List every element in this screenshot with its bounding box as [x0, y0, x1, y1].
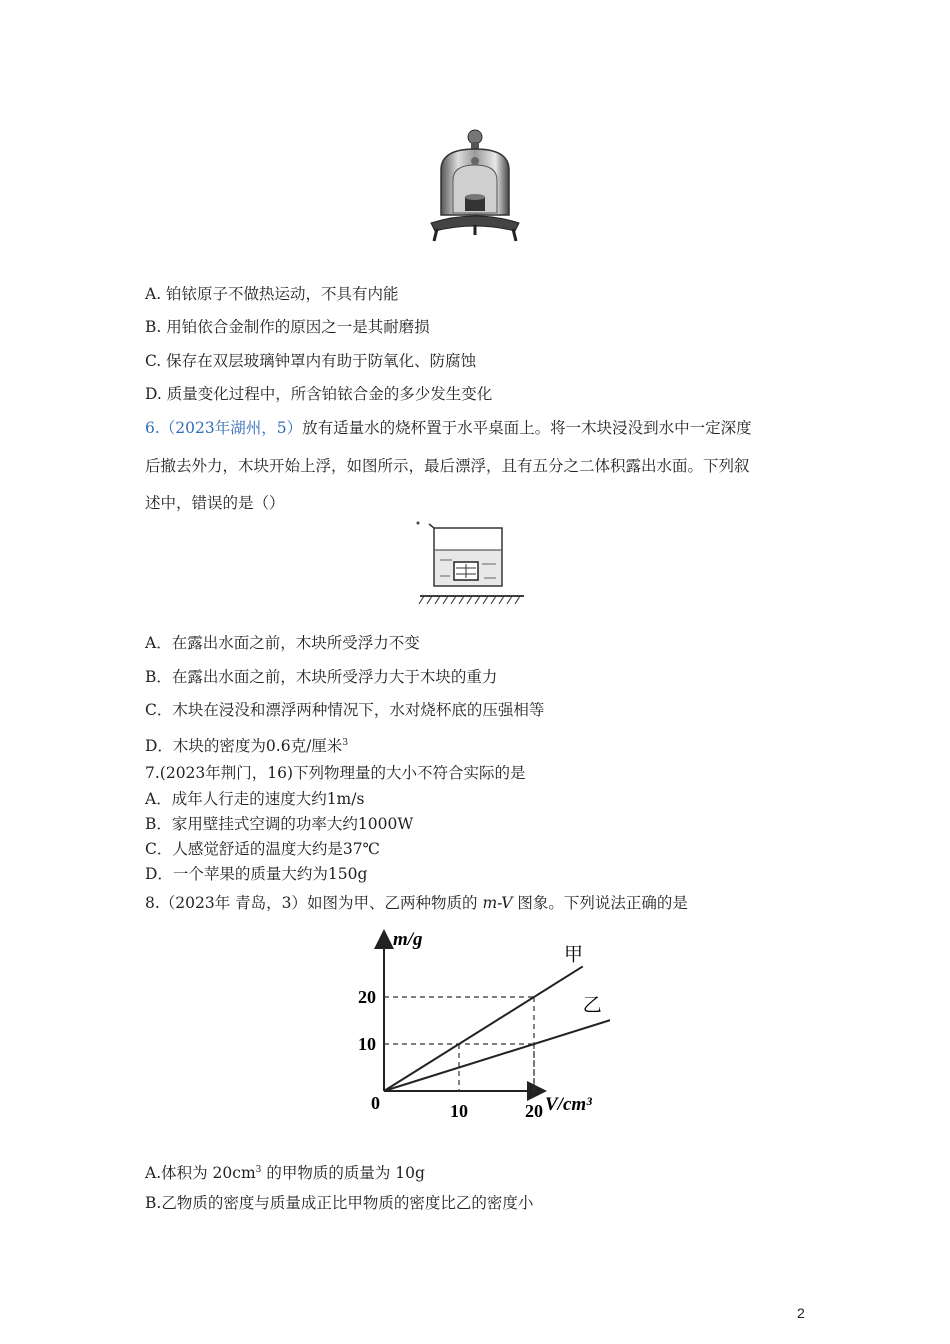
x-tick-label: 20	[525, 1101, 543, 1121]
y-tick-label: 10	[358, 1034, 376, 1054]
beaker-figure	[412, 518, 532, 608]
q6-option-c: C．木块在浸没和漂浮两种情况下，水对烧杯底的压强相等	[145, 701, 545, 719]
q5-option-d: D. 质量变化过程中，所含铂铱合金的多少发生变化	[145, 385, 493, 403]
q5-option-c: C. 保存在双层玻璃钟罩内有助于防氧化、防腐蚀	[145, 352, 477, 370]
q7-option-a: A．成年人行走的速度大约1m/s	[145, 790, 365, 808]
q6-stem-line2: 后撤去外力，木块开始上浮，如图所示，最后漂浮，且有五分之二体积露出水面。下列叙	[145, 457, 750, 475]
q6-option-a: A．在露出水面之前，木块所受浮力不变	[145, 634, 420, 652]
q8-option-a-sup: 3	[255, 1165, 262, 1175]
q5-option-a: A. 铂铱原子不做热运动，不具有内能	[145, 285, 399, 303]
series-label-yi: 乙	[582, 995, 602, 1017]
q6-number: 6.	[145, 419, 160, 437]
q6-stem-line1	[145, 418, 752, 438]
q8-option-a	[145, 1160, 425, 1183]
q6-option-b: B．在露出水面之前，木块所受浮力大于木块的重力	[145, 668, 498, 686]
q7-option-d: D．一个苹果的质量大约为150g	[145, 865, 368, 883]
y-axis-label: m/g	[393, 929, 423, 950]
y-tick-label: 20	[358, 987, 376, 1007]
q5-option-b: B. 用铂依合金制作的原因之一是其耐磨损	[145, 318, 430, 336]
bell-jar-figure	[425, 125, 530, 250]
q7-option-b: B．家用壁挂式空调的功率大约1000W	[145, 815, 414, 833]
q7-stem: 7.(2023年荆门，16)下列物理量的大小不符合实际的是	[145, 764, 526, 782]
series-line-yi	[384, 1019, 610, 1091]
q8-stem-part1: 8.（2023年 青岛，3）如图为甲、乙两种物质的	[145, 894, 483, 912]
q6-option-d	[145, 733, 348, 756]
x-tick-label: 10	[450, 1101, 468, 1121]
q6-option-d-text: D．木块的密度为0.6克/厘米	[145, 737, 343, 756]
mv-chart	[345, 925, 610, 1125]
origin-label: 0	[371, 1093, 380, 1113]
q6-option-d-sup: 3	[342, 738, 349, 748]
q8-option-b: B.乙物质的密度与质量成正比甲物质的密度比乙的密度小	[145, 1194, 534, 1212]
q6-stem-line3: 述中，错误的是（）	[145, 494, 285, 512]
x-axis-label: V/cm³	[545, 1094, 592, 1115]
q6-source: （2023年湖州，5）	[159, 419, 303, 437]
q7-option-c: C．人感觉舒适的温度大约是37℃	[145, 840, 380, 858]
q8-option-a-text2: 的甲物质的质量为 10g	[261, 1164, 425, 1183]
q8-option-a-text1: A.体积为 20cm	[145, 1164, 256, 1183]
series-label-jia: 甲	[564, 944, 584, 966]
page-number: 2	[797, 1305, 805, 1321]
q8-stem-part2: 图象。下列说法正确的是	[512, 894, 688, 912]
q8-stem-var: m-V	[482, 894, 513, 912]
q8-stem	[145, 893, 688, 913]
series-line-jia	[384, 966, 583, 1091]
q6-stem-text: 放有适量水的烧杯置于水平桌面上。将一木块浸没到水中一定深度	[302, 419, 752, 437]
